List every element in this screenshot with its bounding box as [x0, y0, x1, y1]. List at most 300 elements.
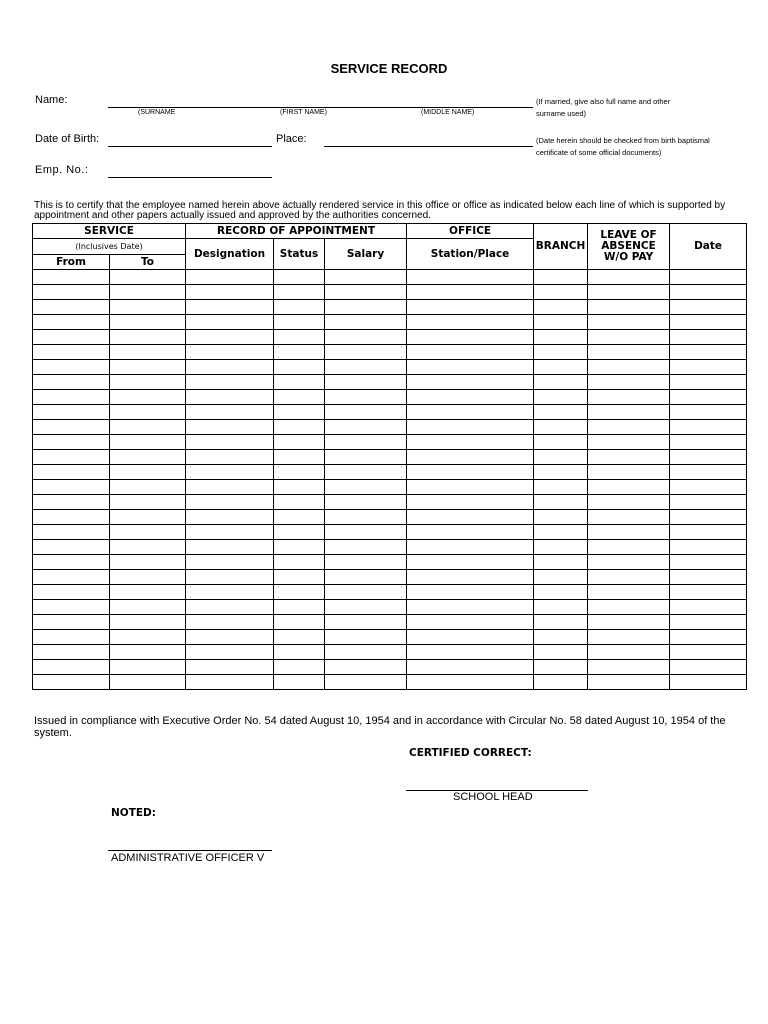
table-row [33, 465, 747, 480]
table-cell[interactable] [670, 615, 747, 630]
table-cell[interactable] [110, 315, 186, 330]
table-cell[interactable] [274, 465, 325, 480]
table-cell[interactable] [33, 480, 110, 495]
table-cell[interactable] [274, 675, 325, 690]
table-cell[interactable] [588, 420, 670, 435]
header-leave-of-absence [588, 224, 670, 270]
table-cell[interactable] [186, 600, 274, 615]
table-cell[interactable] [274, 525, 325, 540]
table-cell[interactable] [274, 510, 325, 525]
table-cell[interactable] [33, 315, 110, 330]
table-cell[interactable] [274, 360, 325, 375]
table-cell[interactable] [588, 585, 670, 600]
table-cell[interactable] [110, 270, 186, 285]
table-cell[interactable] [588, 675, 670, 690]
table-cell[interactable] [407, 615, 534, 630]
table-cell[interactable] [325, 390, 407, 405]
table-cell[interactable] [407, 420, 534, 435]
table-cell[interactable] [274, 270, 325, 285]
table-cell[interactable] [670, 585, 747, 600]
table-cell[interactable] [588, 525, 670, 540]
table-cell[interactable] [274, 285, 325, 300]
table-cell[interactable] [110, 630, 186, 645]
table-cell[interactable] [33, 450, 110, 465]
table-cell[interactable] [186, 540, 274, 555]
table-cell[interactable] [588, 450, 670, 465]
table-cell[interactable] [325, 660, 407, 675]
table-cell[interactable] [407, 360, 534, 375]
table-cell[interactable] [33, 675, 110, 690]
table-cell[interactable] [588, 345, 670, 360]
table-row [33, 450, 747, 465]
table-cell[interactable] [670, 510, 747, 525]
table-cell[interactable] [670, 390, 747, 405]
table-cell[interactable] [534, 645, 588, 660]
table-cell[interactable] [186, 450, 274, 465]
table-cell[interactable] [670, 600, 747, 615]
table-cell[interactable] [274, 645, 325, 660]
table-cell[interactable] [407, 510, 534, 525]
table-cell[interactable] [407, 570, 534, 585]
table-cell[interactable] [407, 555, 534, 570]
table-cell[interactable] [33, 300, 110, 315]
table-cell[interactable] [588, 315, 670, 330]
table-row [33, 600, 747, 615]
date-note-line-2: certificate of some official documents) [536, 148, 662, 157]
table-cell[interactable] [325, 675, 407, 690]
table-cell[interactable] [325, 510, 407, 525]
table-cell[interactable] [110, 495, 186, 510]
header-status: Status [274, 239, 325, 270]
table-cell[interactable] [534, 480, 588, 495]
table-cell[interactable] [186, 615, 274, 630]
table-cell[interactable] [325, 555, 407, 570]
table-cell[interactable] [274, 660, 325, 675]
table-cell[interactable] [274, 540, 325, 555]
table-cell[interactable] [33, 390, 110, 405]
table-cell[interactable] [33, 405, 110, 420]
table-cell[interactable] [110, 405, 186, 420]
table-cell[interactable] [110, 480, 186, 495]
table-cell[interactable] [33, 435, 110, 450]
table-cell[interactable] [186, 270, 274, 285]
table-cell[interactable] [670, 540, 747, 555]
noted-label: NOTED: [111, 807, 156, 819]
table-cell[interactable] [588, 480, 670, 495]
table-cell[interactable] [534, 390, 588, 405]
table-cell[interactable] [325, 420, 407, 435]
table-cell[interactable] [325, 570, 407, 585]
table-cell[interactable] [670, 330, 747, 345]
table-cell[interactable] [110, 420, 186, 435]
table-cell[interactable] [33, 600, 110, 615]
table-cell[interactable] [534, 345, 588, 360]
table-cell[interactable] [186, 645, 274, 660]
date-note [536, 135, 710, 159]
table-cell[interactable] [274, 630, 325, 645]
table-cell[interactable] [186, 375, 274, 390]
table-cell[interactable] [407, 525, 534, 540]
table-cell[interactable] [325, 615, 407, 630]
table-cell[interactable] [407, 330, 534, 345]
page-title: SERVICE RECORD [330, 61, 448, 76]
table-cell[interactable] [33, 345, 110, 360]
table-cell[interactable] [325, 465, 407, 480]
table-row [33, 375, 747, 390]
table-cell[interactable] [33, 615, 110, 630]
table-cell[interactable] [274, 375, 325, 390]
table-cell[interactable] [110, 570, 186, 585]
table-cell[interactable] [588, 330, 670, 345]
table-cell[interactable] [588, 630, 670, 645]
table-cell[interactable] [325, 345, 407, 360]
certified-correct-label: CERTIFIED CORRECT: [409, 747, 532, 759]
table-cell[interactable] [534, 675, 588, 690]
table-cell[interactable] [670, 420, 747, 435]
table-cell[interactable] [110, 390, 186, 405]
table-cell[interactable] [534, 495, 588, 510]
table-cell[interactable] [407, 285, 534, 300]
table-cell[interactable] [407, 270, 534, 285]
table-cell[interactable] [33, 510, 110, 525]
table-cell[interactable] [534, 660, 588, 675]
table-cell[interactable] [110, 540, 186, 555]
table-cell[interactable] [186, 405, 274, 420]
table-cell[interactable] [186, 555, 274, 570]
table-cell[interactable] [534, 315, 588, 330]
married-note-line-1: (If married, give also full name and other [536, 97, 671, 106]
table-cell[interactable] [407, 300, 534, 315]
table-cell[interactable] [325, 630, 407, 645]
table-cell[interactable] [325, 450, 407, 465]
table-row [33, 435, 747, 450]
table-cell[interactable] [534, 420, 588, 435]
table-cell[interactable] [534, 525, 588, 540]
table-cell[interactable] [186, 480, 274, 495]
table-cell[interactable] [186, 630, 274, 645]
name-field-line[interactable] [108, 107, 533, 108]
table-cell[interactable] [33, 360, 110, 375]
table-cell[interactable] [33, 330, 110, 345]
table-cell[interactable] [534, 630, 588, 645]
table-cell[interactable] [534, 450, 588, 465]
leave-line-2: ABSENCE [601, 240, 656, 252]
table-cell[interactable] [110, 450, 186, 465]
table-cell[interactable] [588, 555, 670, 570]
table-cell[interactable] [33, 585, 110, 600]
table-cell[interactable] [670, 300, 747, 315]
table-cell[interactable] [186, 525, 274, 540]
table-row [33, 495, 747, 510]
header-from: From [33, 255, 110, 270]
table-cell[interactable] [534, 510, 588, 525]
table-cell[interactable] [534, 270, 588, 285]
table-cell[interactable] [670, 285, 747, 300]
table-cell[interactable] [274, 435, 325, 450]
table-row [33, 630, 747, 645]
table-cell[interactable] [186, 585, 274, 600]
table-row [33, 555, 747, 570]
table-cell[interactable] [588, 540, 670, 555]
table-cell[interactable] [325, 645, 407, 660]
table-cell[interactable] [407, 675, 534, 690]
table-cell[interactable] [33, 420, 110, 435]
table-cell[interactable] [670, 405, 747, 420]
table-cell[interactable] [110, 600, 186, 615]
table-cell[interactable] [110, 510, 186, 525]
admin-officer-signature-line[interactable] [108, 850, 272, 851]
table-cell[interactable] [588, 615, 670, 630]
table-cell[interactable] [325, 405, 407, 420]
table-cell[interactable] [33, 645, 110, 660]
table-cell[interactable] [588, 300, 670, 315]
table-cell[interactable] [588, 435, 670, 450]
table-cell[interactable] [670, 315, 747, 330]
table-cell[interactable] [534, 570, 588, 585]
table-cell[interactable] [534, 615, 588, 630]
table-cell[interactable] [33, 660, 110, 675]
table-cell[interactable] [274, 330, 325, 345]
table-cell[interactable] [325, 285, 407, 300]
table-row [33, 345, 747, 360]
middle-name-caption: (MIDDLE NAME) [421, 109, 475, 116]
table-cell[interactable] [186, 420, 274, 435]
table-cell[interactable] [186, 570, 274, 585]
table-cell[interactable] [325, 525, 407, 540]
table-row [33, 525, 747, 540]
table-cell[interactable] [110, 345, 186, 360]
table-cell[interactable] [110, 525, 186, 540]
table-cell[interactable] [407, 600, 534, 615]
table-cell[interactable] [325, 585, 407, 600]
table-cell[interactable] [274, 570, 325, 585]
table-cell[interactable] [670, 555, 747, 570]
table-cell[interactable] [670, 675, 747, 690]
table-cell[interactable] [110, 375, 186, 390]
table-row [33, 585, 747, 600]
table-cell[interactable] [670, 465, 747, 480]
table-cell[interactable] [588, 570, 670, 585]
table-cell[interactable] [534, 540, 588, 555]
table-cell[interactable] [588, 405, 670, 420]
table-cell[interactable] [670, 630, 747, 645]
compliance-text: Issued in compliance with Executive Order No. 54 dated August 10, 1954 and in accordance with Circular No. 58 dated August 10, 1954 of the system. [34, 715, 726, 739]
table-cell[interactable] [186, 435, 274, 450]
table-cell[interactable] [33, 555, 110, 570]
table-cell[interactable] [274, 555, 325, 570]
table-cell[interactable] [274, 495, 325, 510]
table-cell[interactable] [33, 465, 110, 480]
table-cell[interactable] [588, 270, 670, 285]
table-cell[interactable] [407, 540, 534, 555]
date-note-line-1: (Date herein should be checked from birth baptismal [536, 136, 710, 145]
table-cell[interactable] [534, 465, 588, 480]
table-cell[interactable] [670, 375, 747, 390]
table-cell[interactable] [588, 600, 670, 615]
table-cell[interactable] [110, 645, 186, 660]
table-cell[interactable] [186, 285, 274, 300]
table-cell[interactable] [186, 300, 274, 315]
table-cell[interactable] [670, 480, 747, 495]
table-cell[interactable] [407, 585, 534, 600]
table-cell[interactable] [33, 525, 110, 540]
table-cell[interactable] [588, 510, 670, 525]
emp-no-field-line[interactable] [108, 177, 272, 178]
place-field-line[interactable] [324, 146, 533, 147]
table-cell[interactable] [186, 330, 274, 345]
table-cell[interactable] [534, 600, 588, 615]
table-cell[interactable] [407, 315, 534, 330]
table-row [33, 480, 747, 495]
table-cell[interactable] [534, 300, 588, 315]
table-cell[interactable] [33, 540, 110, 555]
table-cell[interactable] [325, 270, 407, 285]
table-cell[interactable] [670, 450, 747, 465]
table-cell[interactable] [186, 495, 274, 510]
table-cell[interactable] [274, 480, 325, 495]
certify-paragraph: This is to certify that the employee named herein above actually rendered service in this office or office as indicated below each line of which is supported by appointment and other papers actually issued and approved by the authorities concerned. [34, 200, 726, 221]
table-cell[interactable] [325, 435, 407, 450]
table-cell[interactable] [534, 435, 588, 450]
married-note [536, 96, 670, 120]
table-cell[interactable] [186, 675, 274, 690]
table-cell[interactable] [534, 375, 588, 390]
table-cell[interactable] [534, 405, 588, 420]
table-cell[interactable] [325, 360, 407, 375]
table-cell[interactable] [670, 360, 747, 375]
table-cell[interactable] [534, 330, 588, 345]
table-cell[interactable] [670, 525, 747, 540]
table-row [33, 615, 747, 630]
table-row [33, 360, 747, 375]
table-cell[interactable] [110, 435, 186, 450]
table-cell[interactable] [274, 420, 325, 435]
table-cell[interactable] [588, 645, 670, 660]
table-cell[interactable] [534, 285, 588, 300]
table-cell[interactable] [110, 555, 186, 570]
table-cell[interactable] [110, 585, 186, 600]
table-cell[interactable] [670, 495, 747, 510]
table-row [33, 675, 747, 690]
table-cell[interactable] [588, 495, 670, 510]
table-cell[interactable] [274, 600, 325, 615]
table-cell[interactable] [186, 360, 274, 375]
table-cell[interactable] [33, 630, 110, 645]
surname-caption: (SURNAME [138, 109, 176, 116]
table-cell[interactable] [110, 660, 186, 675]
table-cell[interactable] [274, 585, 325, 600]
table-cell[interactable] [407, 660, 534, 675]
table-cell[interactable] [274, 450, 325, 465]
table-cell[interactable] [33, 375, 110, 390]
table-row [33, 315, 747, 330]
table-cell[interactable] [407, 390, 534, 405]
table-cell[interactable] [407, 630, 534, 645]
table-row [33, 330, 747, 345]
table-row [33, 300, 747, 315]
table-cell[interactable] [110, 675, 186, 690]
dob-field-line[interactable] [108, 146, 272, 147]
table-cell[interactable] [325, 315, 407, 330]
table-cell[interactable] [110, 360, 186, 375]
table-cell[interactable] [325, 495, 407, 510]
table-cell[interactable] [33, 270, 110, 285]
table-cell[interactable] [670, 345, 747, 360]
table-cell[interactable] [407, 375, 534, 390]
table-row [33, 570, 747, 585]
table-cell[interactable] [274, 300, 325, 315]
table-cell[interactable] [588, 285, 670, 300]
table-cell[interactable] [274, 615, 325, 630]
table-cell[interactable] [407, 645, 534, 660]
table-cell[interactable] [588, 390, 670, 405]
table-cell[interactable] [186, 315, 274, 330]
table-cell[interactable] [274, 405, 325, 420]
table-cell[interactable] [325, 540, 407, 555]
table-cell[interactable] [110, 300, 186, 315]
table-cell[interactable] [670, 645, 747, 660]
table-cell[interactable] [670, 435, 747, 450]
table-cell[interactable] [534, 555, 588, 570]
table-cell[interactable] [407, 480, 534, 495]
table-cell[interactable] [186, 660, 274, 675]
table-cell[interactable] [325, 300, 407, 315]
emp-no-label: Emp. No.: [35, 164, 89, 176]
table-cell[interactable] [325, 600, 407, 615]
table-cell[interactable] [274, 315, 325, 330]
table-cell[interactable] [407, 405, 534, 420]
table-cell[interactable] [407, 345, 534, 360]
table-cell[interactable] [588, 360, 670, 375]
table-cell[interactable] [407, 435, 534, 450]
table-cell[interactable] [110, 285, 186, 300]
table-cell[interactable] [33, 495, 110, 510]
table-cell[interactable] [407, 495, 534, 510]
table-cell[interactable] [670, 660, 747, 675]
table-cell[interactable] [670, 270, 747, 285]
table-cell[interactable] [670, 570, 747, 585]
table-cell[interactable] [110, 615, 186, 630]
table-cell[interactable] [110, 330, 186, 345]
table-cell[interactable] [588, 465, 670, 480]
table-cell[interactable] [186, 345, 274, 360]
table-cell[interactable] [186, 510, 274, 525]
table-row [33, 270, 747, 285]
header-salary: Salary [325, 239, 407, 270]
table-cell[interactable] [534, 360, 588, 375]
table-cell[interactable] [33, 285, 110, 300]
table-cell[interactable] [588, 375, 670, 390]
table-cell[interactable] [110, 465, 186, 480]
header-service: SERVICE [33, 224, 186, 239]
table-cell[interactable] [274, 390, 325, 405]
admin-officer-label: ADMINISTRATIVE OFFICER V [111, 852, 265, 864]
table-cell[interactable] [325, 375, 407, 390]
table-cell[interactable] [407, 450, 534, 465]
leave-line-3: W/O PAY [603, 251, 654, 263]
table-cell[interactable] [407, 465, 534, 480]
table-cell[interactable] [274, 345, 325, 360]
table-cell[interactable] [186, 465, 274, 480]
table-cell[interactable] [588, 660, 670, 675]
table-cell[interactable] [325, 330, 407, 345]
table-cell[interactable] [534, 585, 588, 600]
table-cell[interactable] [186, 390, 274, 405]
table-cell[interactable] [325, 480, 407, 495]
header-office: OFFICE [407, 224, 534, 239]
header-record-of-appointment: RECORD OF APPOINTMENT [186, 224, 407, 239]
table-cell[interactable] [33, 570, 110, 585]
